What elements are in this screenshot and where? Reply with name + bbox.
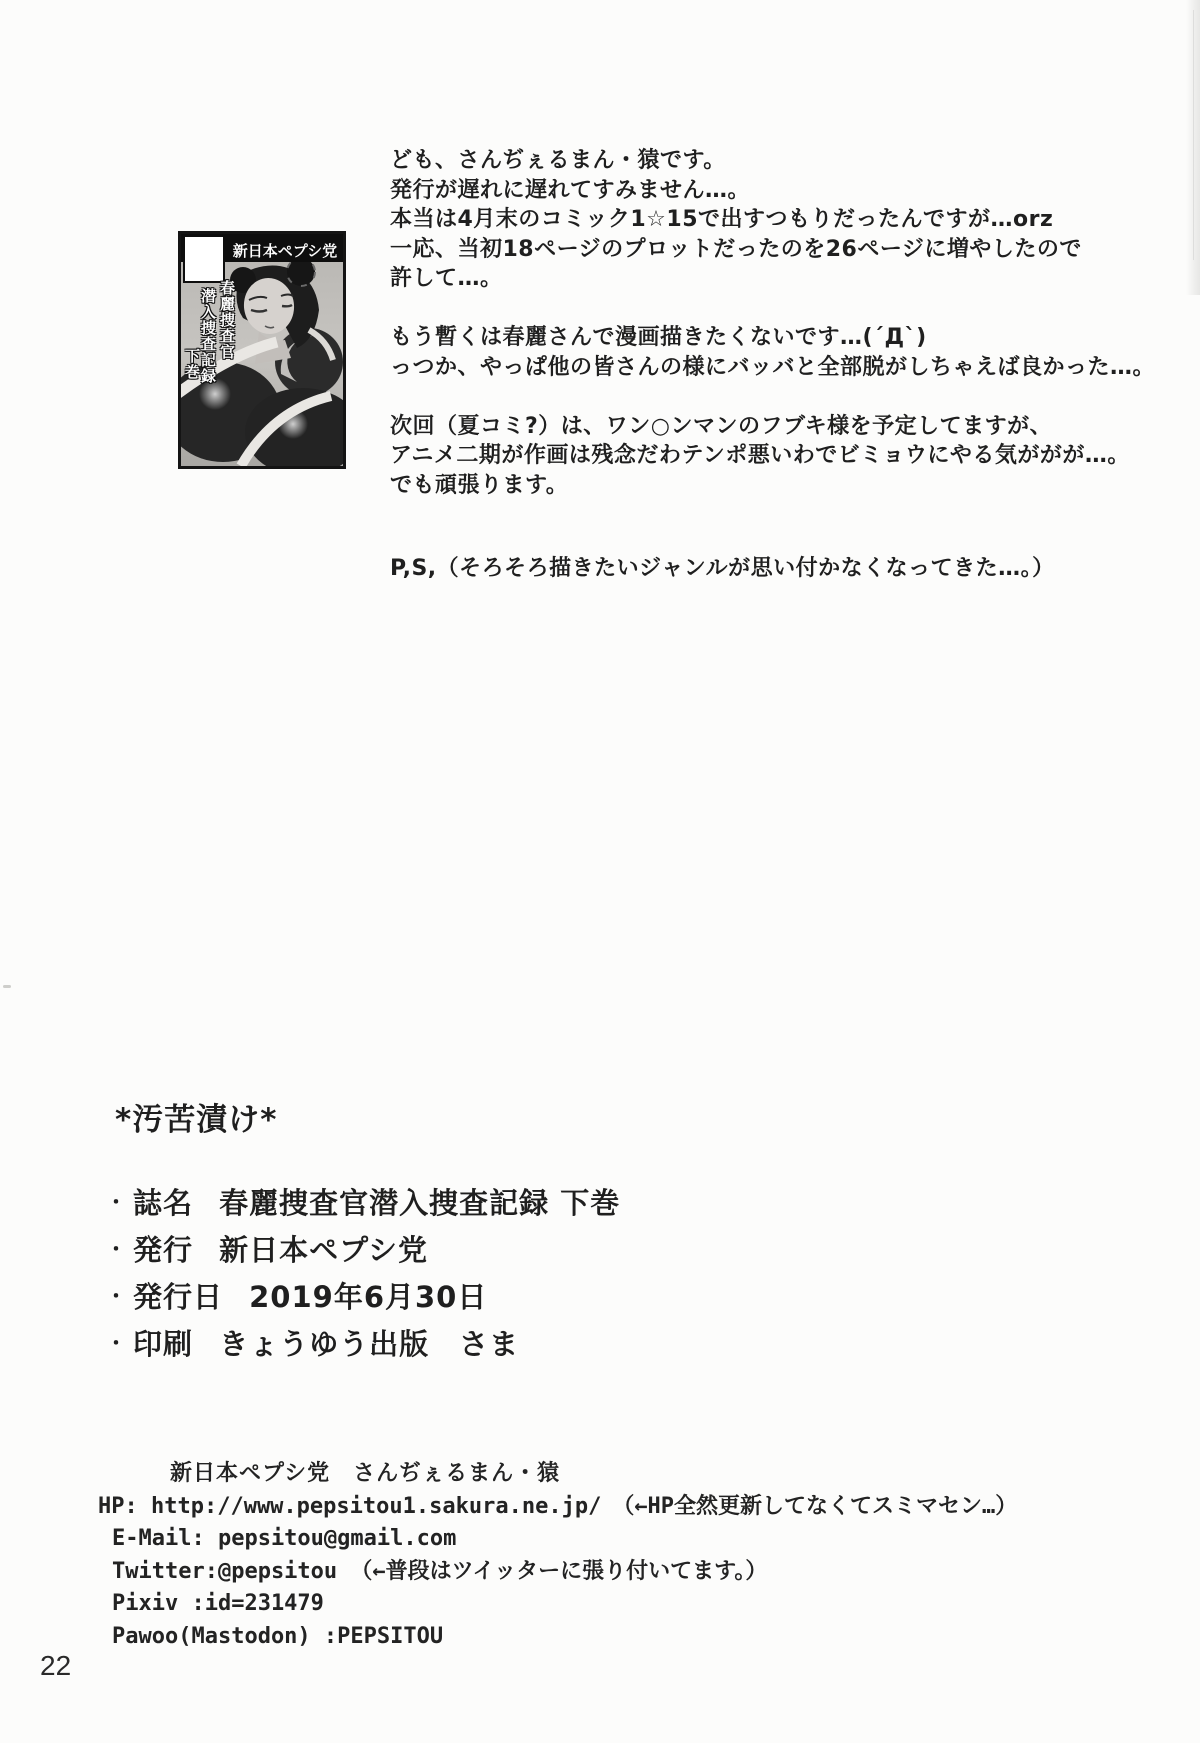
colophon-label: 印刷	[133, 1327, 194, 1361]
colophon-row-printer	[106, 1323, 620, 1370]
afterword-line: もう暫くは春麗さんで漫画描きたくないです…(´Д`)	[390, 325, 927, 350]
bullet-icon: ・	[106, 1190, 127, 1214]
email-address: E-Mail: pepsitou@gmail.com	[112, 1526, 457, 1551]
afterword-line: ども、さんぢぇるまん・猿です。	[390, 148, 726, 173]
colophon-row-date	[106, 1276, 620, 1323]
contact-block	[98, 1458, 1098, 1653]
afterword-line: 本当は4月末のコミック1☆15で出すつもりだったんですが…orz	[390, 207, 1054, 232]
colophon-value: 2019年6月30日	[249, 1280, 488, 1314]
pawoo-account: Pawoo(Mastodon) :PEPSITOU	[112, 1623, 444, 1649]
homepage-url: HP: http://www.pepsitou1.sakura.ne.jp/ （←HP全然更新してなくてスミマセン…）	[98, 1493, 1018, 1519]
afterword-line: アニメ二期が作画は残念だわテンポ悪いわでビミョウにやる気ががが…。	[390, 443, 1130, 468]
colophon-value: 新日本ペプシ党	[219, 1233, 428, 1267]
blank-line	[390, 294, 1030, 324]
cover-title-column-2: 潜入捜査記録	[199, 288, 217, 384]
cover-circle-name: 新日本ペプシ党	[232, 242, 338, 260]
bullet-icon: ・	[106, 1284, 127, 1308]
colophon-row-title	[106, 1182, 620, 1229]
twitter-handle: Twitter:@pepsitou （←普段はツイッターに張り付いてます。）	[112, 1558, 768, 1584]
afterword-line: でも頑張ります。	[390, 472, 569, 498]
colophon-label: 発行	[133, 1233, 194, 1267]
colophon-value: きょうゆう出版 さま	[219, 1327, 520, 1361]
bullet-icon: ・	[106, 1237, 127, 1261]
scan-edge-line	[1193, 10, 1194, 260]
afterword-line: 一応、当初18ページのプロットだったのを26ページに増やしたので	[390, 236, 1082, 262]
colophon-row-publisher	[106, 1229, 620, 1276]
bullet-icon: ・	[106, 1331, 127, 1355]
page-number: 22	[40, 1650, 72, 1681]
afterword-text-block	[390, 146, 1156, 500]
afterword-line: 次回（夏コミ?）は、ワン○ンマンのフブキ様を予定してますが、	[390, 413, 1053, 439]
colophon-heading: *汚苦漬け*	[115, 1102, 278, 1138]
afterword-line: っつか、やっぱ他の皆さんの様にバッバと全部脱がしちゃえば良かった…。	[390, 354, 1156, 380]
colophon-value: 春麗捜査官潜入捜査記録 下巻	[219, 1186, 621, 1220]
colophon-label: 誌名	[133, 1186, 194, 1220]
afterword-line: 許して…。	[390, 266, 503, 291]
cover-title-column-1: 春麗捜査官	[218, 280, 236, 360]
doujin-cover-thumbnail	[178, 231, 346, 469]
afterword-line: 発行が遅れに遅れてすみません…。	[390, 177, 751, 203]
cover-title-column-3: 下巻	[183, 348, 201, 380]
colophon-label: 発行日	[133, 1280, 224, 1314]
scan-artifact	[3, 985, 11, 988]
pixiv-id: Pixiv :id=231479	[112, 1591, 324, 1616]
blank-line	[390, 382, 1030, 412]
colophon-list	[106, 1182, 620, 1370]
afterword-postscript: P,S,（そろそろ描きたいジャンルが思い付かなくなってきた…。）	[390, 556, 1055, 581]
circle-and-author-name: 新日本ペプシ党 さんぢぇるまん・猿	[170, 1461, 561, 1486]
